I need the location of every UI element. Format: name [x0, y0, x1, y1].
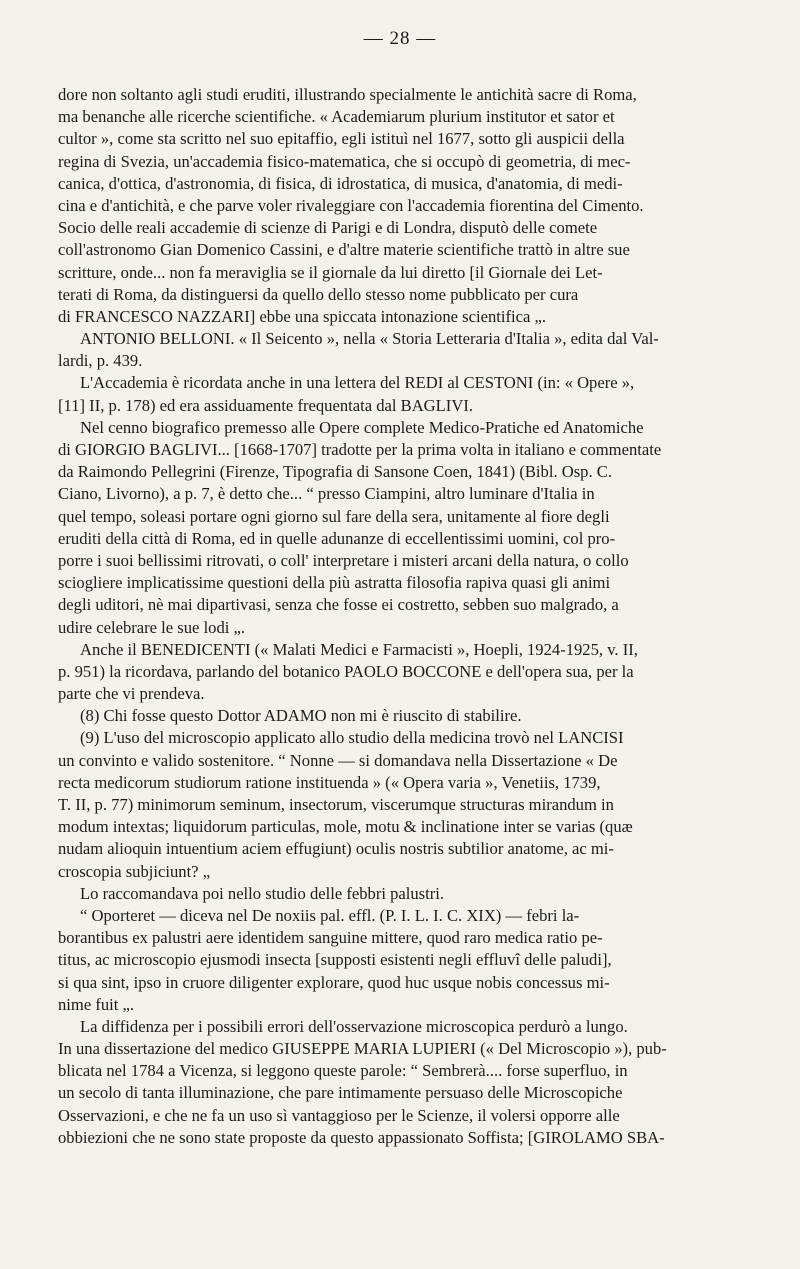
text-line: canica, d'ottica, d'astronomia, di fisica, di idrostatica, di musica, d'anatomia, di medi- [58, 173, 623, 193]
text-line: Nel cenno biografico premesso alle Opere complete Medico-Pratiche ed Anatomiche [80, 417, 644, 437]
text-line: di FRANCESCO NAZZARI] ebbe una spiccata intonazione scientifica „. [58, 306, 547, 326]
text-line: titus, ac microscopio ejusmodi insecta [supposti esistenti negli effluvî delle paludi], [58, 950, 612, 970]
text-line: Osservazioni, e che ne fa un uso sì vantaggioso per le Scienze, il volersi opporre alle [58, 1105, 620, 1125]
text-line: quel tempo, soleasi portare ogni giorno sul fare della sera, unitamente al fiore degli [58, 506, 610, 526]
text-line: “ Oporteret — diceva nel De noxiis pal. effl. (P. I. L. I. C. XIX) — febri la- [80, 905, 580, 925]
text-line: (9) L'uso del microscopio applicato allo studio della medicina trovò nel LANCISI [80, 728, 624, 748]
text-line: (8) Chi fosse questo Dottor ADAMO non mi è riuscito di stabilire. [80, 706, 522, 726]
text-line: croscopia subjiciunt? „ [58, 861, 211, 881]
text-line: p. 951) la ricordava, parlando del botanico PAOLO BOCCONE e dell'opera sua, per la [58, 661, 634, 681]
text-line: recta medicorum studiorum ratione instituenda » (« Opera varia », Venetiis, 1739, [58, 772, 601, 792]
text-line: cultor », come sta scritto nel suo epitaffio, egli istituì nel 1677, sotto gli auspicii della [58, 129, 625, 149]
page-number: — 28 — [363, 28, 437, 49]
text-line: un convinto e valido sostenitore. “ Nonne — si domandava nella Dissertazione « De [58, 750, 618, 770]
text-line: blicata nel 1784 a Vicenza, si leggono queste parole: “ Sembrerà.... forse superfluo, in [58, 1061, 628, 1081]
text-line: dore non soltanto agli studi eruditi, illustrando specialmente le antichità sacre di Roma, [58, 85, 637, 104]
text-line: lardi, p. 439. [58, 351, 143, 371]
text-line: degli uditori, nè mai dipartivasi, senza che fosse ei costretto, sebben suo malgrado, a [58, 595, 619, 615]
text-line: Socio delle reali accademie di scienze di Parigi e di Londra, disputò delle comete [58, 218, 598, 238]
text-line: modum intextas; liquidorum particulas, mole, motu & inclinatione inter se varias (quæ [58, 817, 633, 837]
text-line: udire celebrare le sue lodi „. [58, 617, 246, 637]
text-line: ANTONIO BELLONI. « Il Seicento », nella « Storia Letteraria d'Italia », edita dal Val- [80, 329, 659, 349]
text-line: si qua sint, ipso in cruore diligenter explorare, quod huc usque nobis concessus mi- [58, 972, 610, 992]
text-line: borantibus ex palustri aere identidem sanguine mittere, quod raro medica ratio pe- [58, 928, 603, 948]
text-line: L'Accademia è ricordata anche in una lettera del REDI al CESTONI (in: « Opere », [80, 373, 635, 393]
text-line: ma benanche alle ricerche scientifiche. « Academiarum plurium institutor et sator et [58, 107, 615, 127]
text-line: cina e d'antichità, e che parve voler rivaleggiare con l'accademia fiorentina del Cimento. [58, 195, 644, 215]
text-line: parte che vi prendeva. [58, 684, 205, 704]
text-line: In una dissertazione del medico GIUSEPPE MARIA LUPIERI (« Del Microscopio »), pub- [58, 1039, 667, 1059]
text-line: coll'astronomo Gian Domenico Cassini, e d'altre materie scientifiche trattò in altre sue [58, 240, 630, 260]
text-line: di GIORGIO BAGLIVI... [1668-1707] tradotte per la prima volta in italiano e commentate [58, 440, 662, 459]
text-line: Ciano, Livorno), a p. 7, è detto che... “ presso Ciampini, altro luminare d'Italia in [58, 484, 595, 504]
text-line: sciogliere implicatissime questioni della più astratta filosofia rapiva quasi gli animi [58, 573, 611, 593]
body-text [58, 84, 758, 1149]
text-line: eruditi della città di Roma, ed in quelle adunanze di eccellentissimi uomini, col pro- [58, 528, 616, 548]
text-line: Anche il BENEDICENTI (« Malati Medici e Farmacisti », Hoepli, 1924-1925, v. II, [80, 639, 638, 659]
text-line: porre i suoi bellissimi ritrovati, o coll' interpretare i misteri arcani della natura, o collo [58, 550, 629, 570]
text-line: un secolo di tanta illuminazione, che pare intimamente persuaso delle Microscopiche [58, 1083, 623, 1103]
text-line: Lo raccomandava poi nello studio delle febbri palustri. [80, 883, 445, 903]
text-line: terati di Roma, da distinguersi da quello dello stesso nome pubblicato per cura [58, 284, 579, 304]
text-line: T. II, p. 77) minimorum seminum, insectorum, viscerumque structuras mirandum in [58, 795, 614, 814]
text-line: nudam alioquin intuentium aciem effugiunt) oculis nostris subtilior anatome, ac mi- [58, 839, 614, 859]
text-line: [11] II, p. 178) ed era assiduamente frequentata dal BAGLIVI. [58, 395, 473, 415]
text-line: da Raimondo Pellegrini (Firenze, Tipografia di Sansone Coen, 1841) (Bibl. Osp. C. [58, 462, 612, 482]
text-line: nime fuit „. [58, 994, 135, 1014]
text-line: La diffidenza per i possibili errori dell'osservazione microscopica perdurò a lungo. [80, 1016, 628, 1036]
text-line: scritture, onde... non fa meraviglia se il giornale da lui diretto [il Giornale dei Let- [58, 262, 603, 282]
text-line: obbiezioni che ne sono state proposte da questo appassionato Soffista; [GIROLAMO SBA- [58, 1127, 665, 1147]
text-line: regina di Svezia, un'accademia fisico-matematica, che si occupò di geometria, di mec- [58, 151, 631, 171]
